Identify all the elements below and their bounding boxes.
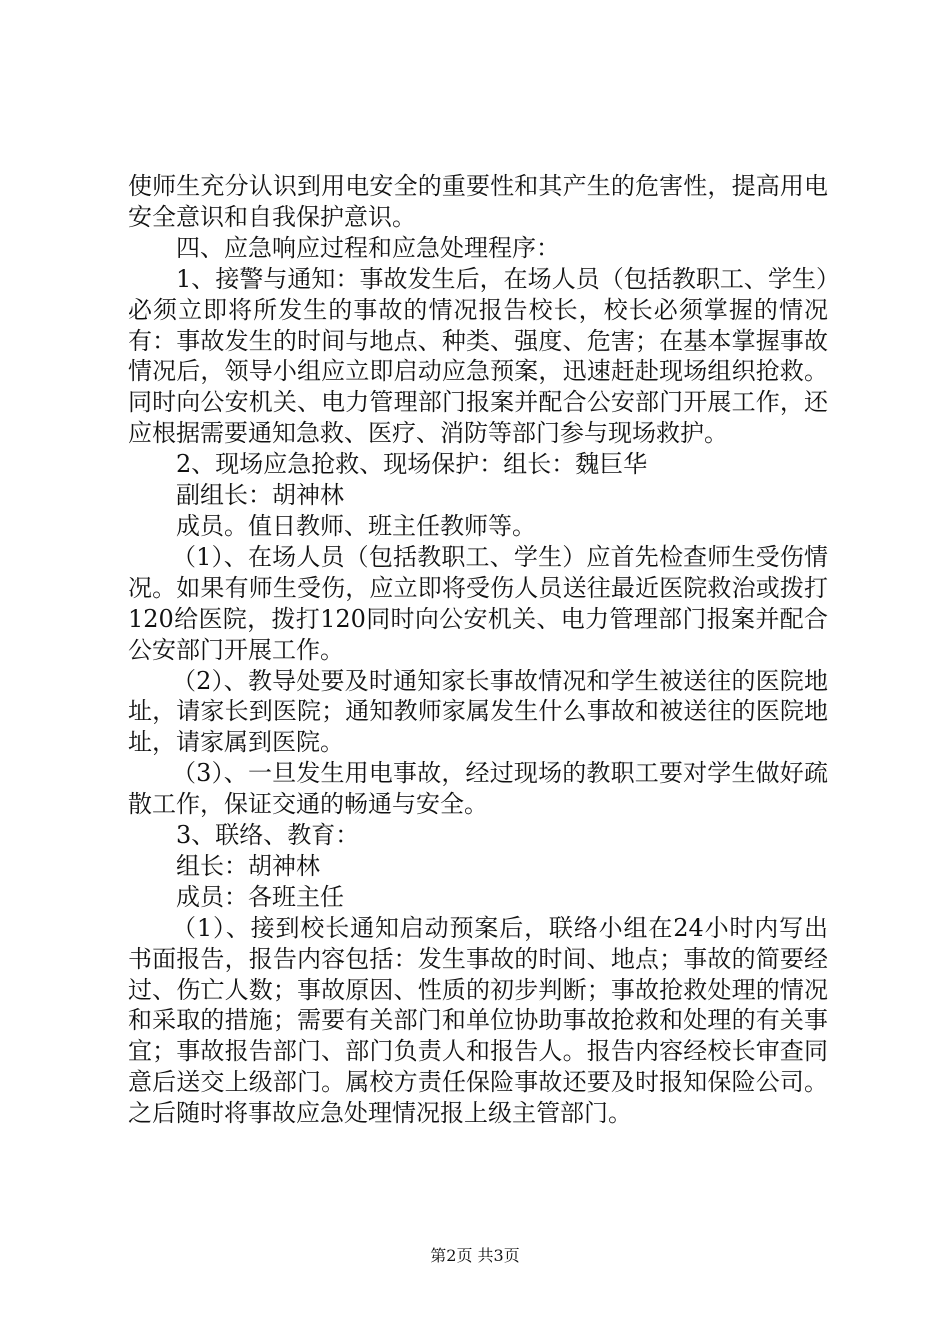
paragraph-item-1-written-report: （1）、接到校长通知启动预案后，联络小组在24小时内写出书面报告，报告内容包括：发生事故的时间、地点；事故的简要经过、伤亡人数；事故原因、性质的初步判断；事故抢救处理的情况和采取的措施；需要有关部门和单位协助事故抢救和处理的有关事宜；事故报告部门、部门负责人和报告人。报告内容经校长审查同意后送交上级部门。属校方责任保险事故还要及时报知保险公司。之后随时将事故应急处理情况报上级主管部门。 <box>128 913 828 1128</box>
page-footer: 第2页 共3页 <box>430 1246 520 1265</box>
paragraph-liaison-leader: 组长：胡神林 <box>176 851 320 880</box>
paragraph-item-2-notify-family: （2）、教导处要及时通知家长事故情况和学生被送往的医院地址，请家长到医院；通知教师家属发生什么事故和被送往的医院地址，请家属到医院。 <box>128 666 828 757</box>
document-body <box>128 171 828 1129</box>
section-heading-emergency-response: 四、应急响应过程和应急处理程序： <box>176 233 560 262</box>
paragraph-safety-awareness: 使师生充分认识到用电安全的重要性和其产生的危害性，提高用电安全意识和自我保护意识。 <box>128 172 828 231</box>
paragraph-deputy-leader: 副组长：胡神林 <box>176 481 344 510</box>
paragraph-members: 成员。值日教师、班主任教师等。 <box>176 511 536 540</box>
paragraph-item-1-injury-check: （1）、在场人员（包括教职工、学生）应首先检查师生受伤情况。如果有师生受伤，应立即将受伤人员送往最近医院救治或拨打120给医院，拨打120同时向公安机关、电力管理部门报案并配合公安部门开展工作。 <box>128 542 828 664</box>
paragraph-liaison-members: 成员：各班主任 <box>176 882 344 911</box>
paragraph-item-3-evacuation: （3）、一旦发生用电事故，经过现场的教职工要对学生做好疏散工作，保证交通的畅通与安全。 <box>128 759 828 819</box>
section-heading-liaison-education: 3、联络、教育： <box>176 821 360 850</box>
paragraph-onsite-rescue: 2、现场应急抢救、现场保护：组长：魏巨华 <box>176 450 648 479</box>
paragraph-alarm-notification: 1、接警与通知：事故发生后，在场人员（包括教职工、学生）必须立即将所发生的事故的情况报告校长，校长必须掌握的情况有：事故发生的时间与地点、种类、强度、危害；在基本掌握事故情况后，领导小组应立即启动应急预案，迅速赶赴现场组织抢救。同时向公安机关、电力管理部门报案并配合公安部门开展工作，还应根据需要通知急救、医疗、消防等部门参与现场救护。 <box>128 264 828 448</box>
